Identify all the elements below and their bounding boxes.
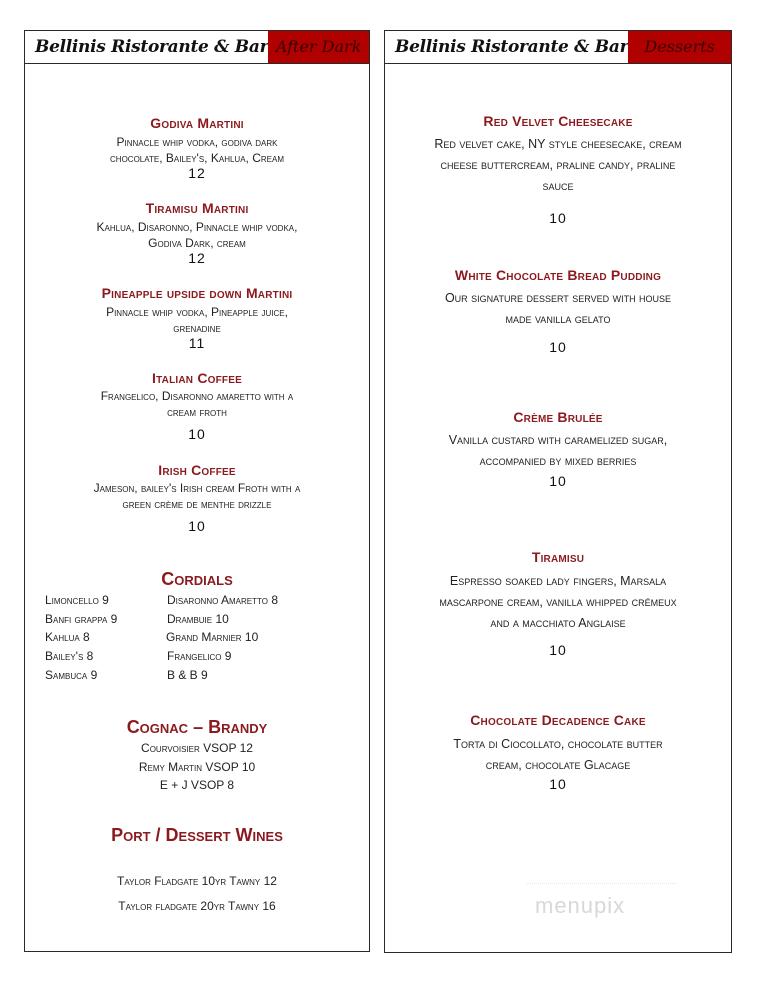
menu-item-desc: grenadine	[173, 321, 221, 335]
dessert-desc: made vanilla gelato	[505, 312, 611, 326]
watermark-logo: menupix	[535, 893, 626, 918]
cognac-item: E + J VSOP 8	[159, 778, 235, 792]
dessert-desc: Torta di Ciocollato, chocolate butter	[453, 737, 663, 751]
dessert-price: 10	[549, 642, 567, 658]
dessert-desc: cream, chocolate Glacage	[485, 758, 631, 772]
dessert-name: White Chocolate Bread Pudding	[454, 267, 662, 283]
watermark-line	[527, 883, 677, 885]
menu-item-price: 10	[188, 426, 206, 442]
port-title: Port / Dessert Wines	[111, 825, 283, 845]
dessert-desc: mascarpone cream, vanilla whipped crémeux	[439, 595, 677, 609]
menu-item-name: Italian Coffee	[152, 370, 242, 386]
dessert-price: 10	[549, 473, 567, 489]
menu-item-desc: Jameson, bailey's Irish cream Froth with a	[93, 481, 301, 495]
cordial-item: Sambuca 9	[45, 668, 98, 682]
cordials-title: Cordials	[161, 569, 233, 589]
cordial-item: Frangelico 9	[167, 649, 232, 663]
menu-item-name: Tiramisu Martini	[145, 200, 249, 216]
cognac-title: Cognac – Brandy	[126, 717, 268, 737]
dessert-desc: accompanied by mixed berries	[479, 454, 637, 468]
menu-item-price: 11	[188, 335, 206, 351]
cordial-item: Banfi grappa 9	[45, 612, 118, 626]
menu-item-desc: chocolate, Bailey's, Kahlua, Cream	[110, 151, 284, 165]
cordial-item: B & B 9	[167, 668, 208, 682]
cordial-item: Bailey's 8	[45, 649, 94, 663]
dessert-desc: Espresso soaked lady fingers, Marsala	[449, 574, 667, 588]
menu-item-price: 12	[188, 250, 206, 266]
dessert-price: 10	[549, 776, 567, 792]
dessert-price: 10	[549, 339, 567, 355]
cordial-item: Kahlua 8	[45, 630, 90, 644]
menu-item-desc: cream froth	[167, 405, 227, 419]
port-item: Taylor fladgate 20yr Tawny 16	[118, 899, 276, 913]
after-dark-menu-panel	[24, 30, 370, 952]
menu-item-desc: Pinnacle whip vodka, godiva dark	[116, 135, 278, 149]
cordial-item: Grand Marnier 10	[166, 630, 259, 644]
cognac-item: Remy Martin VSOP 10	[138, 760, 256, 774]
panel-header	[25, 31, 369, 64]
dessert-desc: and a macchiato Anglaise	[490, 616, 626, 630]
dessert-desc: Vanilla custard with caramelized sugar,	[448, 433, 668, 447]
dessert-desc: sauce	[542, 179, 574, 193]
cognac-item: Courvoisier VSOP 12	[141, 741, 253, 755]
restaurant-name: Bellinis Ristorante & Bar	[35, 37, 269, 57]
menu-item-name: Pineapple upside down Martini	[101, 285, 293, 301]
dessert-desc: Red velvet cake, NY style cheesecake, cream	[434, 137, 682, 151]
dessert-name: Tiramisu	[531, 549, 585, 565]
dessert-name: Red Velvet Cheesecake	[483, 113, 633, 129]
section-tab-after-dark: After Dark	[268, 31, 369, 63]
dessert-price: 10	[549, 210, 567, 226]
menu-item-desc: Frangelico, Disaronno amaretto with a	[100, 389, 294, 403]
cordial-item: Drambuie 10	[167, 612, 229, 626]
menu-item-desc: green crème de menthe drizzle	[122, 497, 272, 511]
dessert-name: Chocolate Decadence Cake	[470, 712, 646, 728]
menu-item-name: Godiva Martini	[150, 115, 244, 131]
cordial-item: Disaronno Amaretto 8	[167, 593, 278, 607]
menu-item-desc: Godiva Dark, cream	[148, 236, 246, 250]
panel-header	[385, 31, 731, 64]
dessert-desc: cheese buttercream, praline candy, praline	[440, 158, 676, 172]
menu-item-price: 10	[188, 518, 206, 534]
restaurant-name: Bellinis Ristorante & Bar	[395, 37, 629, 57]
menu-item-desc: Pinnacle whip vodka, Pineapple juice,	[106, 305, 288, 319]
dessert-name: Crème Brulée	[513, 409, 603, 425]
menu-item-price: 12	[188, 165, 206, 181]
menu-item-desc: Kahlua, Disaronno, Pinnacle whip vodka,	[96, 220, 298, 234]
port-item: Taylor Fladgate 10yr Tawny 12	[117, 874, 277, 888]
desserts-menu-panel	[384, 30, 732, 953]
menu-item-name: Irish Coffee	[158, 462, 236, 478]
dessert-desc: Our signature dessert served with house	[444, 291, 672, 305]
cordial-item: Limoncello 9	[45, 593, 109, 607]
section-tab-desserts: Desserts	[628, 31, 731, 63]
